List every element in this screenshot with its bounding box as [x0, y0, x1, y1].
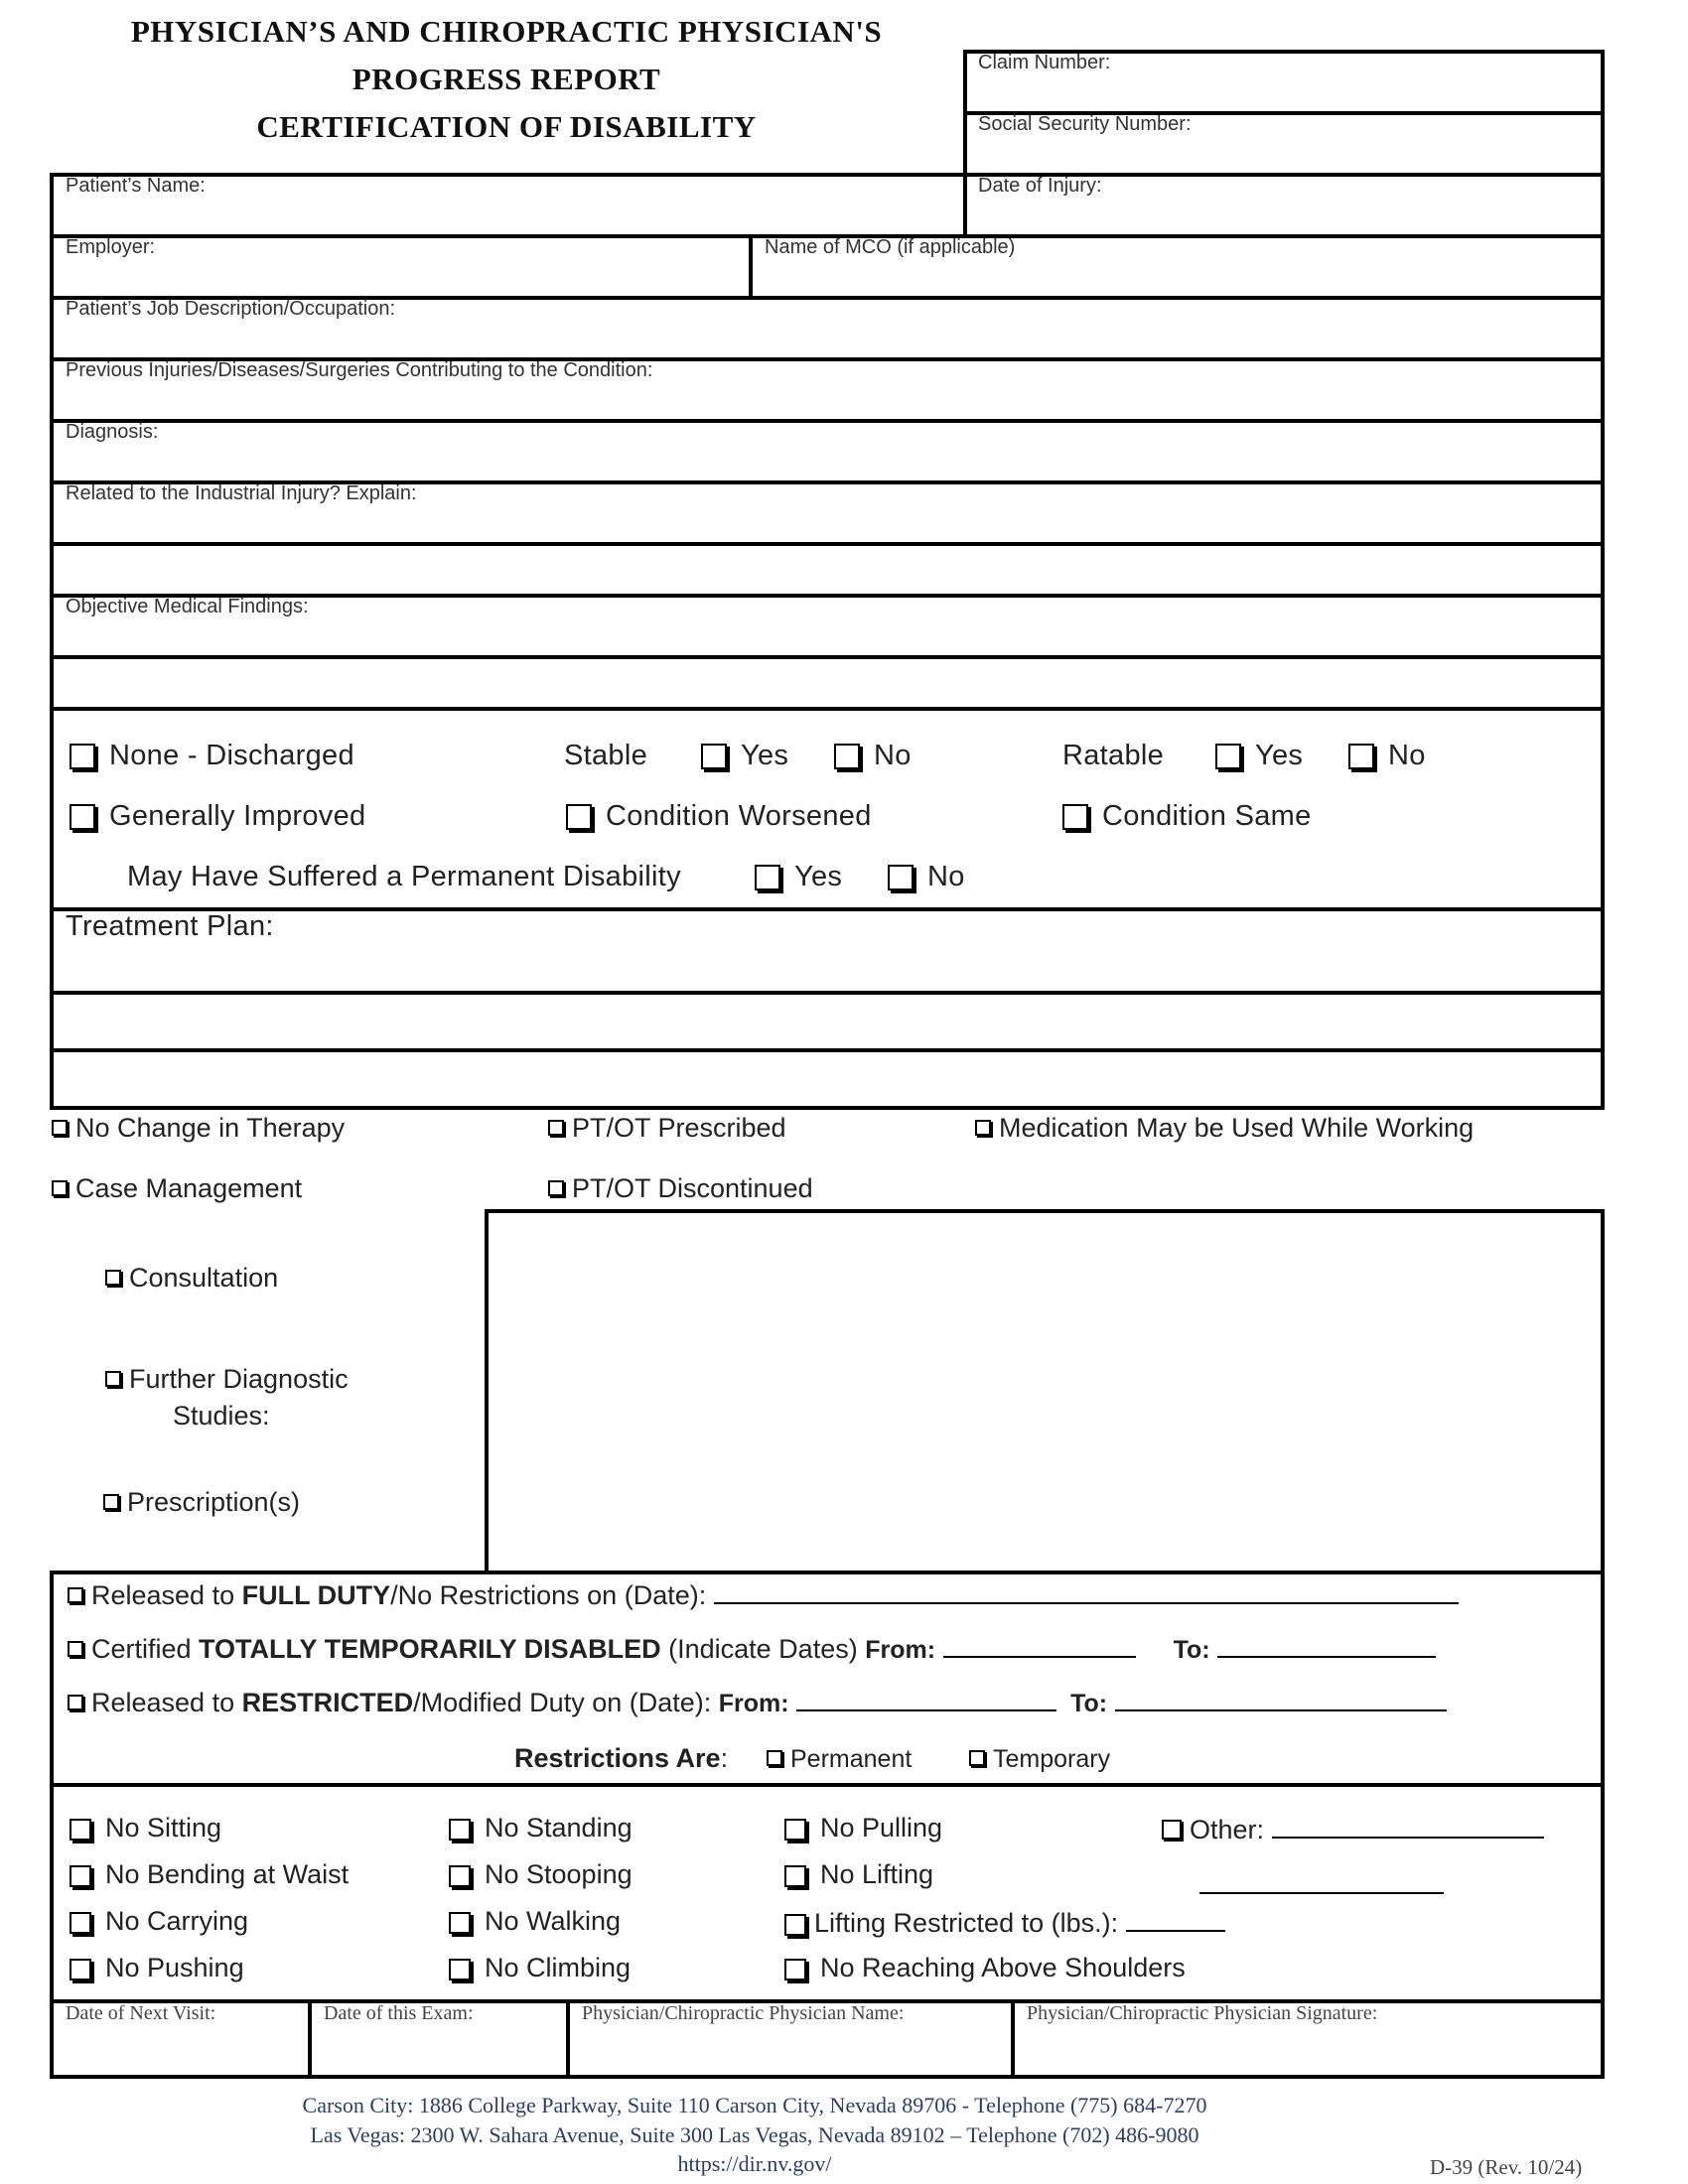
full-duty-option[interactable]: Released to FULL DUTY/No Restrictions on (Date):: [68, 1578, 1459, 1611]
date-of-injury-label: Date of Injury:: [978, 175, 1102, 197]
treatment-plan-label: Treatment Plan:: [66, 910, 274, 942]
mco-label: Name of MCO (if applicable): [765, 236, 1016, 258]
checkbox-icon[interactable]: [975, 1120, 991, 1136]
checkbox-icon[interactable]: [969, 1750, 985, 1766]
lifting-restricted-option[interactable]: Lifting Restricted to (lbs.):: [784, 1906, 1225, 1939]
prescriptions-option[interactable]: Prescription(s): [103, 1487, 300, 1518]
checkbox-icon[interactable]: [68, 1587, 83, 1603]
ratable-label: Ratable: [1062, 740, 1165, 771]
no-change-therapy-option[interactable]: No Change in Therapy: [52, 1113, 345, 1144]
ttd-to-line[interactable]: [1217, 1632, 1436, 1658]
claim-number-label: Claim Number:: [978, 52, 1111, 73]
condition-worsened-option[interactable]: Condition Worsened: [566, 800, 872, 833]
checkbox-icon[interactable]: [70, 744, 95, 769]
treatment-plan-field[interactable]: [50, 907, 1605, 995]
perm-no-option[interactable]: No: [888, 861, 965, 893]
none-discharged-option[interactable]: None - Discharged: [70, 740, 354, 772]
treatment-notes-box[interactable]: [485, 1209, 1605, 1574]
ptot-prescribed-option[interactable]: PT/OT Prescribed: [548, 1113, 786, 1144]
checkbox-icon[interactable]: [103, 1494, 119, 1510]
no-stooping-option[interactable]: No Stooping: [449, 1859, 633, 1890]
further-diagnostic-label-line2: Studies:: [173, 1401, 270, 1431]
checkbox-icon[interactable]: [888, 865, 914, 890]
checkbox-icon[interactable]: [701, 744, 727, 769]
checkbox-icon[interactable]: [834, 744, 860, 769]
treatment-plan-line2[interactable]: [50, 991, 1605, 1052]
checkbox-icon[interactable]: [1348, 744, 1374, 769]
ssn-label: Social Security Number:: [978, 113, 1192, 135]
form-id: D-39 (Rev. 10/24): [1430, 2155, 1583, 2179]
ratable-yes-option[interactable]: Yes: [1215, 740, 1303, 772]
full-duty-date-line[interactable]: [714, 1578, 1459, 1604]
no-reaching-option[interactable]: No Reaching Above Shoulders: [784, 1953, 1186, 1983]
other-line-2[interactable]: [1199, 1868, 1444, 1894]
footer-url[interactable]: https://dir.nv.gov/: [677, 2151, 832, 2176]
checkbox-icon[interactable]: [449, 1959, 471, 1980]
employer-field[interactable]: [50, 234, 753, 300]
stable-label: Stable: [564, 740, 648, 771]
checkbox-icon[interactable]: [1062, 804, 1088, 830]
stable-yes-option[interactable]: Yes: [701, 740, 788, 772]
checkbox-icon[interactable]: [70, 804, 95, 830]
restricted-from-line[interactable]: [796, 1686, 1056, 1711]
ptot-discontinued-option[interactable]: PT/OT Discontinued: [548, 1173, 813, 1204]
checkbox-icon[interactable]: [1162, 1820, 1182, 1840]
checkbox-icon[interactable]: [105, 1371, 121, 1387]
other-line[interactable]: [1272, 1813, 1544, 1839]
stable-no-option[interactable]: No: [834, 740, 912, 772]
no-walking-option[interactable]: No Walking: [449, 1906, 621, 1937]
checkbox-icon[interactable]: [449, 1819, 471, 1841]
checkbox-icon[interactable]: [548, 1180, 564, 1196]
case-management-option[interactable]: Case Management: [52, 1173, 302, 1204]
next-visit-label: Date of Next Visit:: [66, 2002, 216, 2024]
related-field-line2[interactable]: [50, 542, 1605, 598]
no-bending-option[interactable]: No Bending at Waist: [70, 1859, 349, 1890]
restricted-to-line[interactable]: [1115, 1686, 1447, 1711]
checkbox-icon[interactable]: [68, 1641, 83, 1657]
restrictions-type: Restrictions Are:: [514, 1743, 729, 1773]
permanent-disability-label: May Have Suffered a Permanent Disability: [127, 861, 681, 892]
physician-name-label: Physician/Chiropractic Physician Name:: [582, 2002, 905, 2024]
diagnosis-label: Diagnosis:: [66, 421, 159, 443]
checkbox-icon[interactable]: [70, 1865, 91, 1887]
previous-injuries-label: Previous Injuries/Diseases/Surgeries Contributing to the Condition:: [66, 359, 653, 381]
employer-label: Employer:: [66, 236, 156, 258]
checkbox-icon[interactable]: [784, 1819, 806, 1841]
checkbox-icon[interactable]: [70, 1959, 91, 1980]
checkbox-icon[interactable]: [548, 1120, 564, 1136]
footer-las-vegas: Las Vegas: 2300 W. Sahara Avenue, Suite 300 Las Vegas, Nevada 89102 – Telephone (702) 486-9080: [310, 2122, 1199, 2147]
diagnosis-field[interactable]: [50, 419, 1605, 484]
generally-improved-option[interactable]: Generally Improved: [70, 800, 365, 833]
ttd-from-line[interactable]: [943, 1632, 1136, 1658]
checkbox-icon[interactable]: [70, 1912, 91, 1934]
exam-date-label: Date of this Exam:: [324, 2002, 474, 2024]
checkbox-icon[interactable]: [105, 1270, 121, 1286]
restricted-option[interactable]: Released to RESTRICTED/Modified Duty on (Date): From: To:: [68, 1686, 1447, 1718]
temporary-option[interactable]: Temporary: [969, 1745, 1110, 1774]
no-carrying-option[interactable]: No Carrying: [70, 1906, 248, 1937]
no-pushing-option[interactable]: No Pushing: [70, 1953, 244, 1983]
no-standing-option[interactable]: No Standing: [449, 1813, 633, 1843]
related-label: Related to the Industrial Injury? Explain:: [66, 482, 417, 504]
patient-name-label: Patient’s Name:: [66, 175, 206, 197]
treatment-plan-line3[interactable]: [50, 1048, 1605, 1110]
consultation-option[interactable]: Consultation: [105, 1263, 278, 1294]
checkbox-icon[interactable]: [449, 1865, 471, 1887]
checkbox-icon[interactable]: [784, 1959, 806, 1980]
form-title-line3: CERTIFICATION OF DISABILITY: [256, 109, 757, 144]
perm-yes-option[interactable]: Yes: [755, 861, 842, 893]
medication-option[interactable]: Medication May be Used While Working: [975, 1113, 1474, 1144]
checkbox-icon[interactable]: [755, 865, 780, 890]
other-option[interactable]: Other:: [1162, 1813, 1544, 1845]
checkbox-icon[interactable]: [1215, 744, 1241, 769]
ratable-no-option[interactable]: No: [1348, 740, 1426, 772]
no-climbing-option[interactable]: No Climbing: [449, 1953, 631, 1983]
objective-findings-line2[interactable]: [50, 655, 1605, 711]
job-description-label: Patient’s Job Description/Occupation:: [66, 298, 396, 320]
checkbox-icon[interactable]: [52, 1120, 68, 1136]
form-title-line2: PROGRESS REPORT: [352, 62, 661, 96]
checkbox-icon[interactable]: [449, 1912, 471, 1934]
checkbox-icon[interactable]: [784, 1914, 806, 1936]
further-diagnostic-option[interactable]: Further Diagnostic: [105, 1364, 349, 1395]
no-pulling-option[interactable]: No Pulling: [784, 1813, 942, 1843]
no-sitting-option[interactable]: No Sitting: [70, 1813, 221, 1843]
no-lifting-option[interactable]: No Lifting: [784, 1859, 933, 1890]
form-title-line1: PHYSICIAN’S AND CHIROPRACTIC PHYSICIAN'S: [130, 14, 883, 49]
footer-carson-city: Carson City: 1886 College Parkway, Suite 110 Carson City, Nevada 89706 - Telephone (775) 684-7270: [302, 2093, 1207, 2117]
ttd-option[interactable]: Certified TOTALLY TEMPORARILY DISABLED (Indicate Dates) From: To:: [68, 1632, 1436, 1665]
checkbox-icon[interactable]: [566, 804, 592, 830]
checkbox-icon[interactable]: [52, 1180, 68, 1196]
checkbox-icon[interactable]: [784, 1865, 806, 1887]
physician-signature-label: Physician/Chiropractic Physician Signature:: [1027, 2002, 1378, 2024]
permanent-option[interactable]: Permanent: [767, 1745, 912, 1774]
checkbox-icon[interactable]: [68, 1695, 83, 1710]
checkbox-icon[interactable]: [70, 1819, 91, 1841]
objective-findings-label: Objective Medical Findings:: [66, 596, 309, 617]
condition-same-option[interactable]: Condition Same: [1062, 800, 1312, 833]
checkbox-icon[interactable]: [767, 1750, 782, 1766]
lifting-lbs-line[interactable]: [1126, 1906, 1225, 1932]
